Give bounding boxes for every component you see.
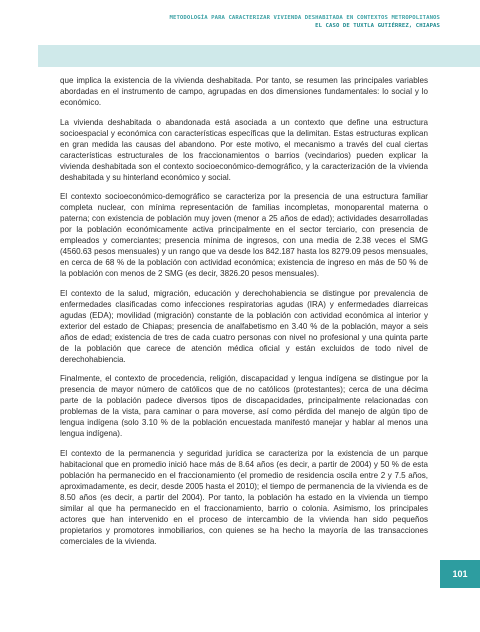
paragraph-3: El contexto socioeconómico-demográfico se caracteriza por la presencia de una estructura familiar completa nuclear, con mínima representación de familias incompletas, monoparental materna o paterna; con existencia de población muy joven (menor a 25 años de edad); actividades desarrolladas por la población económicamente activa principalmente en el sector terciario, con presencia de empleados y comerciantes; presencia mínima de ingresos, con una media de 2.38 veces el SMG (4560.63 pesos mensuales) y un rango que va desde los 842.187 hasta los 8279.09 pesos mensuales, en cerca de 68 % de la población con actividad económica; existencia de ingreso en más de 50 % de la población con menos de 2 SMG (es decir, 3826.20 pesos mensuales). [60, 192, 428, 278]
running-header-subtitle: EL CASO DE TUXTLA GUTIÉRREZ, CHIAPAS [315, 23, 440, 29]
paragraph-4: El contexto de la salud, migración, educación y derechohabiencia se distingue por prevalencia de enfermedades clasificadas como infecciones respiratorias agudas (IRA) y enfermedades diarreicas agudas (EDA); movilidad (migración) constante de la población con actividad económica al interior y exterior del estado de Chiapas; presencia de analfabetismo en 3.40 % de la población, mayor a seis años de edad; existencia de tres de cada cuatro personas con nivel no profesional y una quinta parte de la población que carece de atención médica oficial y están excluidos de todo nivel de derechohabiencia. [60, 288, 428, 364]
running-header-title: METODOLOGÍA PARA CARACTERIZAR VIVIENDA DESHABITADA EN CONTEXTOS METROPOLITANOS [169, 15, 440, 21]
header-band [38, 45, 480, 67]
paragraph-6: El contexto de la permanencia y seguridad jurídica se caracteriza por la existencia de un parque habitacional que en promedio inició hace más de 8.64 años (es decir, a partir de 2004) y 50 % de esta población ha permanecido en el fraccionamiento (el promedio de residencia oscila entre 2 y 7.5 años, aproximadamente, es decir, desde 2005 hasta el 2010); el tiempo de permanencia de la vivienda es de 8.50 años (es decir, a partir del 2004). Por tanto, la población ha estado en la vivienda un tiempo similar al que ha permanecido en el fraccionamiento, barrio o colonia. Asimismo, los principales actores que han intervenido en el proceso de intercambio de la vivienda han sido pequeños propietarios y promotores inmobiliarios, con quienes se ha hecho la mayoría de las transacciones comerciales de la vivienda. [60, 448, 428, 546]
paragraph-5: Finalmente, el contexto de procedencia, religión, discapacidad y lengua indígena se distingue por la presencia de mayor número de católicos que de no católicos (protestantes); cerca de una décima parte de la población padece diversos tipos de discapacidades, principalmente relacionadas con problemas de la vista, para caminar o para moverse, así como pérdida del manejo de algún tipo de lengua indígena (solo 3.10 % de la población encuestada manifestó manejar y hablar al menos una lengua indígena). [60, 374, 428, 438]
paragraph-1: que implica la existencia de la vivienda deshabitada. Por tanto, se resumen las principales variables abordadas en el instrumento de campo, agrupadas en dos dimensiones fundamentales: lo social y lo económico. [60, 76, 428, 107]
paragraph-2: La vivienda deshabitada o abandonada está asociada a un contexto que define una estructura socioespacial y económica con características específicas que la delimitan. Estas estructuras explican en gran medida las causas del abandono. Por este motivo, el mecanismo a través del cual ciertas características estructurales de los fraccionamientos o barrios (vecindarios) pueden explicar la vivienda deshabitada son el contexto socioeconómico-demográfico, y la caracterización de la vivienda deshabitada y su hinterland económico y social. [60, 117, 428, 182]
page-number: 101 [440, 560, 480, 588]
running-header [170, 14, 440, 30]
body-text [60, 75, 428, 555]
